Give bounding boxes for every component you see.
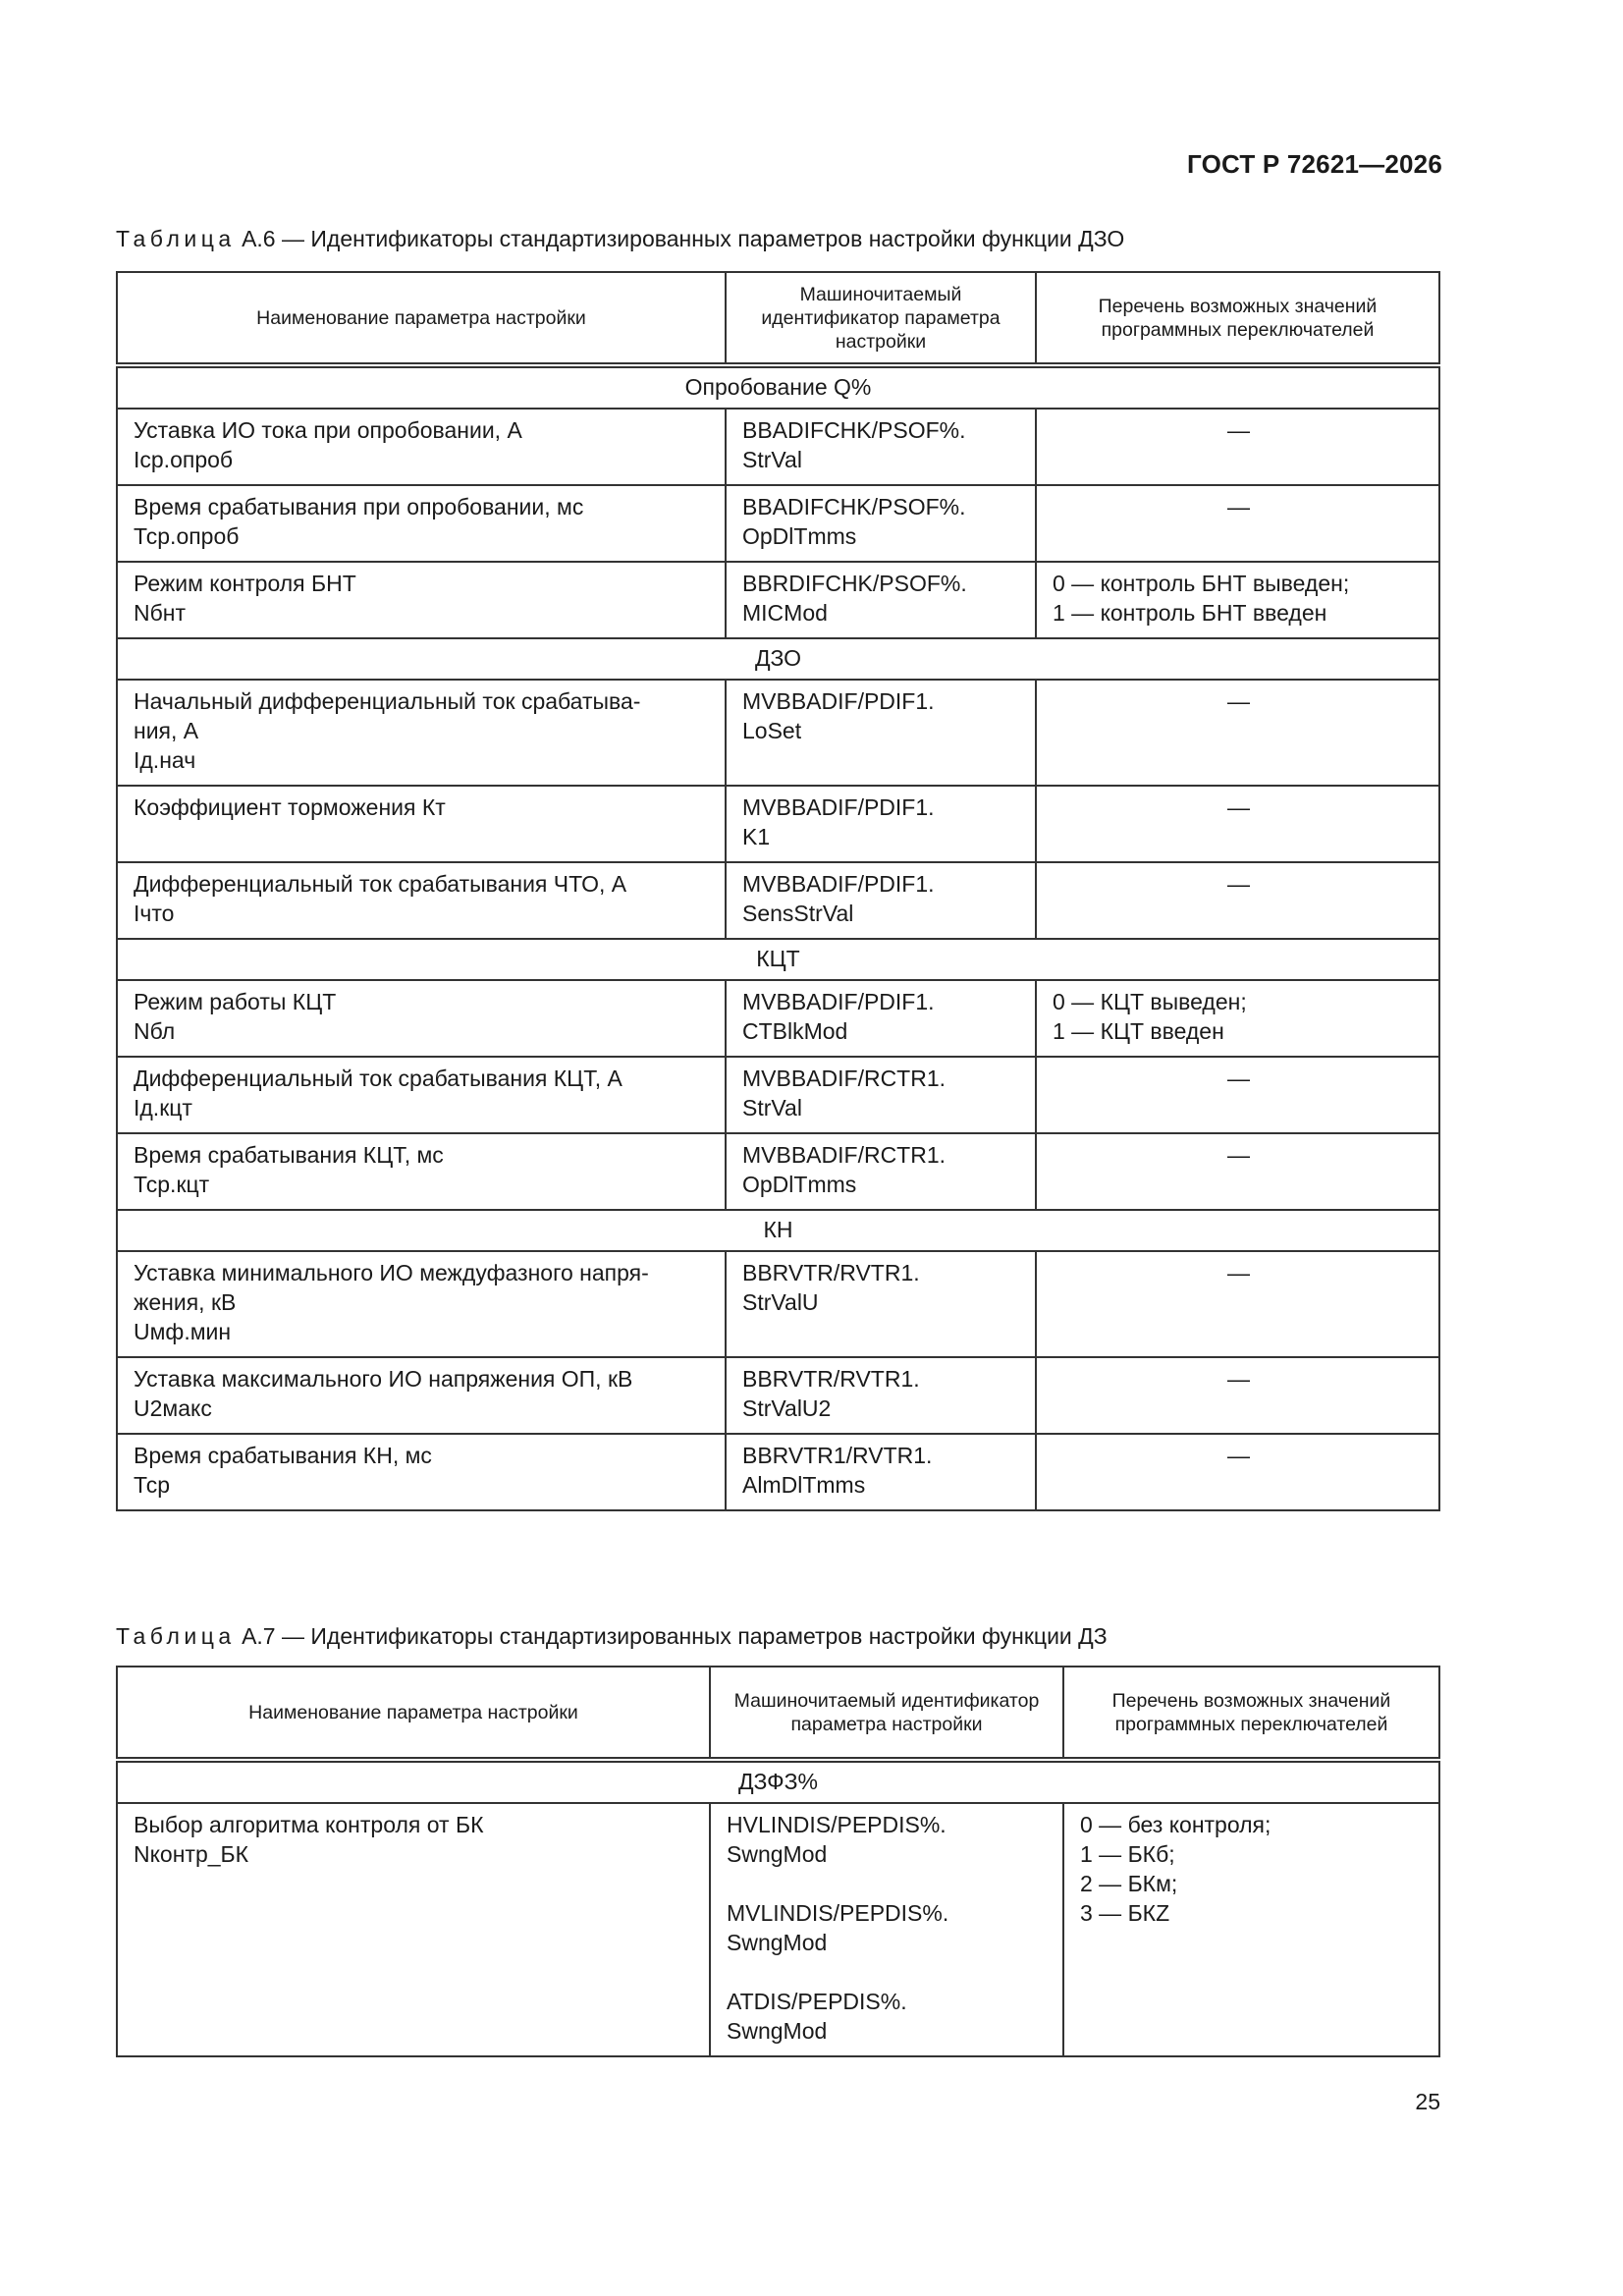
values-cell (1036, 1251, 1439, 1357)
cell-line: SwngMod (727, 1841, 828, 1867)
cell-line: MVLINDIS/PEPDIS%. (727, 1900, 949, 1926)
cell-line: — (1227, 1260, 1250, 1285)
table-row (117, 562, 1439, 638)
parameter-name-cell (117, 409, 726, 485)
values-cell (1036, 1434, 1439, 1510)
cell-line: LoSet (742, 718, 802, 743)
section-row (117, 365, 1439, 409)
cell-line: MVBBADIF/PDIF1. (742, 989, 935, 1014)
parameter-name-cell (117, 862, 726, 939)
values-cell (1036, 1357, 1439, 1434)
column-header-values: Перечень возможных значений программных переключателей (1063, 1667, 1439, 1760)
table-header-row (117, 1667, 1439, 1760)
cell-line: BBADIFCHK/PSOF%. (742, 494, 966, 519)
cell-line: — (1227, 688, 1250, 714)
parameter-name-cell (117, 485, 726, 562)
identifier-cell (726, 980, 1036, 1057)
cell-line (727, 1957, 1049, 1987)
table-row (117, 1057, 1439, 1133)
cell-line: Начальный дифференциальный ток срабатыва- (134, 688, 641, 714)
cell-line: Iд.кцт (134, 1095, 192, 1121)
cell-line: K1 (742, 824, 771, 849)
cell-line: — (1227, 417, 1250, 443)
cell-line: BBRVTR/RVTR1. (742, 1366, 920, 1392)
cell-line: Время срабатывания КН, мс (134, 1443, 432, 1468)
caption-text: А.6 — Идентификаторы стандартизированных параметров настройки функции ДЗО (242, 226, 1125, 251)
cell-line: BBRDIFCHK/PSOF%. (742, 571, 967, 596)
cell-line: ния, А (134, 718, 199, 743)
cell-line: — (1227, 1066, 1250, 1091)
column-header-name: Наименование параметра настройки (117, 1667, 710, 1760)
cell-line: Дифференциальный ток срабатывания ЧТО, А (134, 871, 627, 897)
cell-line: Выбор алгоритма контроля от БК (134, 1812, 484, 1837)
table-row (117, 1803, 1439, 2056)
section-row (117, 1210, 1439, 1251)
identifier-cell (726, 680, 1036, 786)
identifier-cell (726, 1357, 1036, 1434)
cell-line: MVBBADIF/PDIF1. (742, 794, 935, 820)
cell-line: жения, кВ (134, 1289, 237, 1315)
cell-line: Дифференциальный ток срабатывания КЦТ, А (134, 1066, 622, 1091)
cell-line: MICMod (742, 600, 828, 626)
table-a7 (116, 1666, 1440, 2057)
cell-line: ATDIS/PEPDIS%. (727, 1989, 907, 2014)
table-row (117, 862, 1439, 939)
values-cell (1036, 485, 1439, 562)
table-row (117, 1133, 1439, 1210)
parameter-name-cell (117, 1803, 710, 2056)
table-row (117, 680, 1439, 786)
values-cell (1036, 562, 1439, 638)
table-row (117, 1251, 1439, 1357)
identifier-cell (726, 1251, 1036, 1357)
identifier-cell (726, 562, 1036, 638)
cell-line: 1 — БКб; (1080, 1841, 1175, 1867)
cell-line: 1 — КЦТ введен (1053, 1018, 1224, 1044)
cell-line: 0 — контроль БНТ выведен; (1053, 571, 1350, 596)
cell-line: SensStrVal (742, 901, 854, 926)
cell-line: Uмф.мин (134, 1319, 232, 1344)
values-cell (1036, 862, 1439, 939)
cell-line: — (1227, 871, 1250, 897)
cell-line: — (1227, 1443, 1250, 1468)
parameter-name-cell (117, 1133, 726, 1210)
cell-line: Уставка максимального ИО напряжения ОП, кВ (134, 1366, 633, 1392)
table-row (117, 1434, 1439, 1510)
table-header-row (117, 272, 1439, 365)
cell-line: Режим работы КЦТ (134, 989, 337, 1014)
cell-line: Время срабатывания при опробовании, мс (134, 494, 584, 519)
table-row (117, 980, 1439, 1057)
cell-line: Время срабатывания КЦТ, мс (134, 1142, 444, 1168)
cell-line: AlmDlTmms (742, 1472, 866, 1498)
values-cell (1036, 680, 1439, 786)
cell-line: MVBBADIF/RCTR1. (742, 1066, 947, 1091)
cell-line: Nконтр_БК (134, 1841, 249, 1867)
cell-line: SwngMod (727, 1930, 828, 1955)
cell-line: MVBBADIF/PDIF1. (742, 688, 935, 714)
cell-line: StrVal (742, 1095, 802, 1121)
cell-line: Уставка ИО тока при опробовании, А (134, 417, 522, 443)
table-row (117, 1357, 1439, 1434)
cell-line: Коэффициент торможения Кт (134, 794, 446, 820)
identifier-cell (726, 786, 1036, 862)
values-cell (1036, 1133, 1439, 1210)
cell-line: BBRVTR/RVTR1. (742, 1260, 920, 1285)
cell-line: OpDlTmms (742, 523, 857, 549)
cell-line: — (1227, 494, 1250, 519)
cell-line: 0 — без контроля; (1080, 1812, 1271, 1837)
section-title: КЦТ (117, 939, 1439, 980)
values-cell (1036, 409, 1439, 485)
cell-line: — (1227, 1366, 1250, 1392)
cell-line: Nбнт (134, 600, 187, 626)
values-cell (1036, 786, 1439, 862)
parameter-name-cell (117, 1434, 726, 1510)
column-header-values: Перечень возможных значений программных переключателей (1036, 272, 1439, 365)
section-row (117, 939, 1439, 980)
caption-text: А.7 — Идентификаторы стандартизированных параметров настройки функции ДЗ (242, 1623, 1108, 1649)
identifier-cell (726, 485, 1036, 562)
cell-line: OpDlTmms (742, 1172, 857, 1197)
section-title: ДЗФЗ% (117, 1760, 1439, 1803)
cell-line: BBADIFCHK/PSOF%. (742, 417, 966, 443)
column-header-identifier: Машиночитаемый идентификатор параметра настройки (710, 1667, 1063, 1760)
cell-line: Тср.кцт (134, 1172, 210, 1197)
section-title: Опробование Q% (117, 365, 1439, 409)
cell-line: 3 — БКZ (1080, 1900, 1170, 1926)
document-code: ГОСТ Р 72621—2026 (1187, 149, 1442, 179)
cell-line: CTBlkMod (742, 1018, 848, 1044)
table-row (117, 786, 1439, 862)
caption-label: Таблица (116, 1623, 236, 1649)
values-cell (1036, 1057, 1439, 1133)
cell-line: Iд.нач (134, 747, 196, 773)
table-a6 (116, 271, 1440, 1511)
parameter-name-cell (117, 786, 726, 862)
values-cell (1063, 1803, 1439, 2056)
cell-line: 2 — БКм; (1080, 1871, 1178, 1896)
cell-line: Iср.опроб (134, 447, 234, 472)
parameter-name-cell (117, 1057, 726, 1133)
cell-line: 1 — контроль БНТ введен (1053, 600, 1327, 626)
cell-line: SwngMod (727, 2018, 828, 2044)
cell-line: MVBBADIF/PDIF1. (742, 871, 935, 897)
caption-label: Таблица (116, 226, 236, 251)
section-row (117, 1760, 1439, 1803)
cell-line: Тср (134, 1472, 171, 1498)
identifier-cell (726, 1057, 1036, 1133)
parameter-name-cell (117, 562, 726, 638)
cell-line: U2макс (134, 1395, 212, 1421)
cell-line: StrValU (742, 1289, 819, 1315)
cell-line: StrValU2 (742, 1395, 832, 1421)
cell-line: 0 — КЦТ выведен; (1053, 989, 1247, 1014)
identifier-cell (726, 862, 1036, 939)
cell-line: StrVal (742, 447, 802, 472)
table-row (117, 485, 1439, 562)
section-title: КН (117, 1210, 1439, 1251)
identifier-cell (726, 1434, 1036, 1510)
values-cell (1036, 980, 1439, 1057)
parameter-name-cell (117, 1251, 726, 1357)
cell-line: Тср.опроб (134, 523, 240, 549)
column-header-identifier: Машиночитаемый идентификатор параметра настройки (726, 272, 1036, 365)
cell-line: BBRVTR1/RVTR1. (742, 1443, 933, 1468)
cell-line: Уставка минимального ИО междуфазного напря- (134, 1260, 649, 1285)
parameter-name-cell (117, 680, 726, 786)
cell-line: Режим контроля БНТ (134, 571, 356, 596)
page-number: 25 (1415, 2089, 1440, 2114)
cell-line: — (1227, 794, 1250, 820)
parameter-name-cell (117, 1357, 726, 1434)
column-header-name: Наименование параметра настройки (117, 272, 726, 365)
section-title: ДЗО (117, 638, 1439, 680)
identifier-cell (710, 1803, 1063, 2056)
cell-line: Iчто (134, 901, 175, 926)
cell-line: — (1227, 1142, 1250, 1168)
cell-line: MVBBADIF/RCTR1. (742, 1142, 947, 1168)
cell-line: Nбл (134, 1018, 176, 1044)
table-caption-a7 (116, 1623, 1108, 1650)
table-row (117, 409, 1439, 485)
identifier-cell (726, 1133, 1036, 1210)
section-row (117, 638, 1439, 680)
identifier-cell (726, 409, 1036, 485)
cell-line (727, 1869, 1049, 1898)
cell-line: HVLINDIS/PEPDIS%. (727, 1812, 947, 1837)
parameter-name-cell (117, 980, 726, 1057)
table-caption-a6 (116, 226, 1124, 252)
